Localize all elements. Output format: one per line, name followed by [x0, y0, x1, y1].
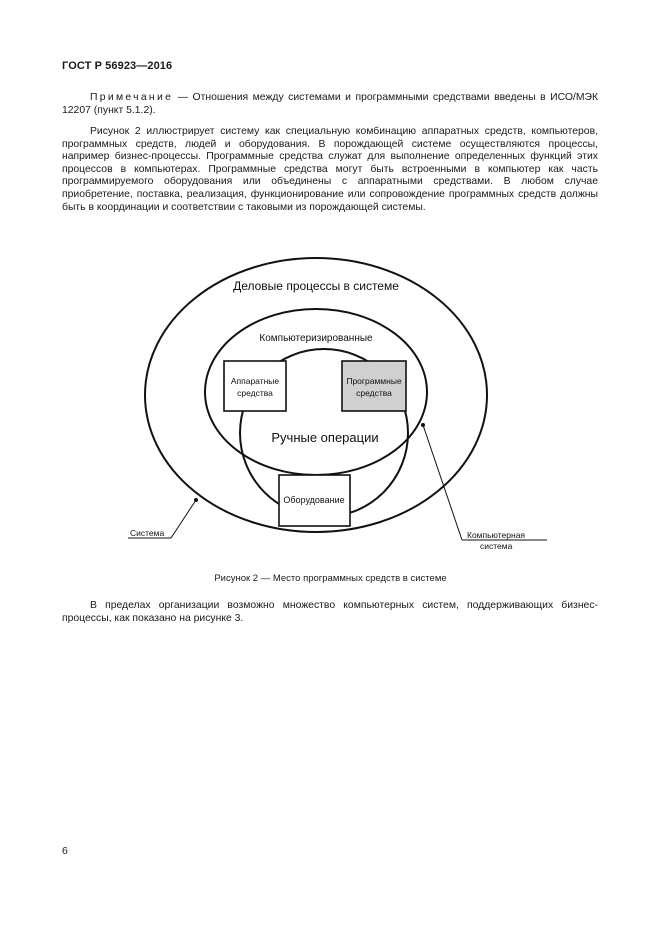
page-number: 6 [62, 845, 68, 857]
manual-label: Ручные операции [271, 430, 379, 445]
body-paragraph-2: В пределах организации возможно множество компьютерных систем, поддерживающих бизнес-процессы, как показано на рисунке 3. [62, 600, 598, 624]
computer-system-callout-leader [423, 425, 462, 540]
note-paragraph [62, 92, 598, 117]
outer-label: Деловые процессы в системе [233, 279, 399, 293]
software-box [342, 361, 406, 411]
hardware-box [224, 361, 286, 411]
hardware-label-line1: Аппаратные [230, 376, 280, 386]
software-label-line1: Программные [346, 376, 402, 386]
equipment-label: Оборудование [283, 495, 345, 505]
software-label-line2: средства [356, 388, 392, 398]
note-label: Примечание [90, 92, 174, 103]
hardware-label-line2: средства [237, 388, 273, 398]
computer-system-callout-line1: Компьютерная [467, 530, 526, 540]
system-callout-dot [194, 498, 198, 502]
system-callout-leader [171, 500, 196, 538]
system-callout-label: Система [130, 528, 165, 538]
document-code-header: ГОСТ Р 56923—2016 [62, 60, 173, 72]
figure-caption: Рисунок 2 — Место программных средств в системе [214, 573, 447, 584]
body-paragraph-1: Рисунок 2 иллюстрирует систему как специальную комбинацию аппаратных средств, компьютеров, программных средств, людей и оборудования. В порождающей системе осуществляются процессы, например бизнес-процессы. Программные средства служат для выполнение определенных функций этих процессов в компьютерах. Программные средства могут быть встроенными в компьютер как часть программируемого оборудования или объединены с аппаратными средствами. В любом случае приобретение, поставка, реализация, функционирование или сопровождение программных средств должны быть в координации и соответствии с таковыми из порождающей системы. [62, 126, 598, 213]
computerized-label: Компьютеризированные [259, 333, 373, 344]
note-text: — Отношения между системами и программными средствами введены в ИСО/МЭК 12207 (пункт 5.1.2). [62, 92, 598, 116]
computer-system-callout-dot [421, 423, 425, 427]
system-diagram [0, 250, 661, 560]
computer-system-callout-line2: система [480, 541, 513, 551]
